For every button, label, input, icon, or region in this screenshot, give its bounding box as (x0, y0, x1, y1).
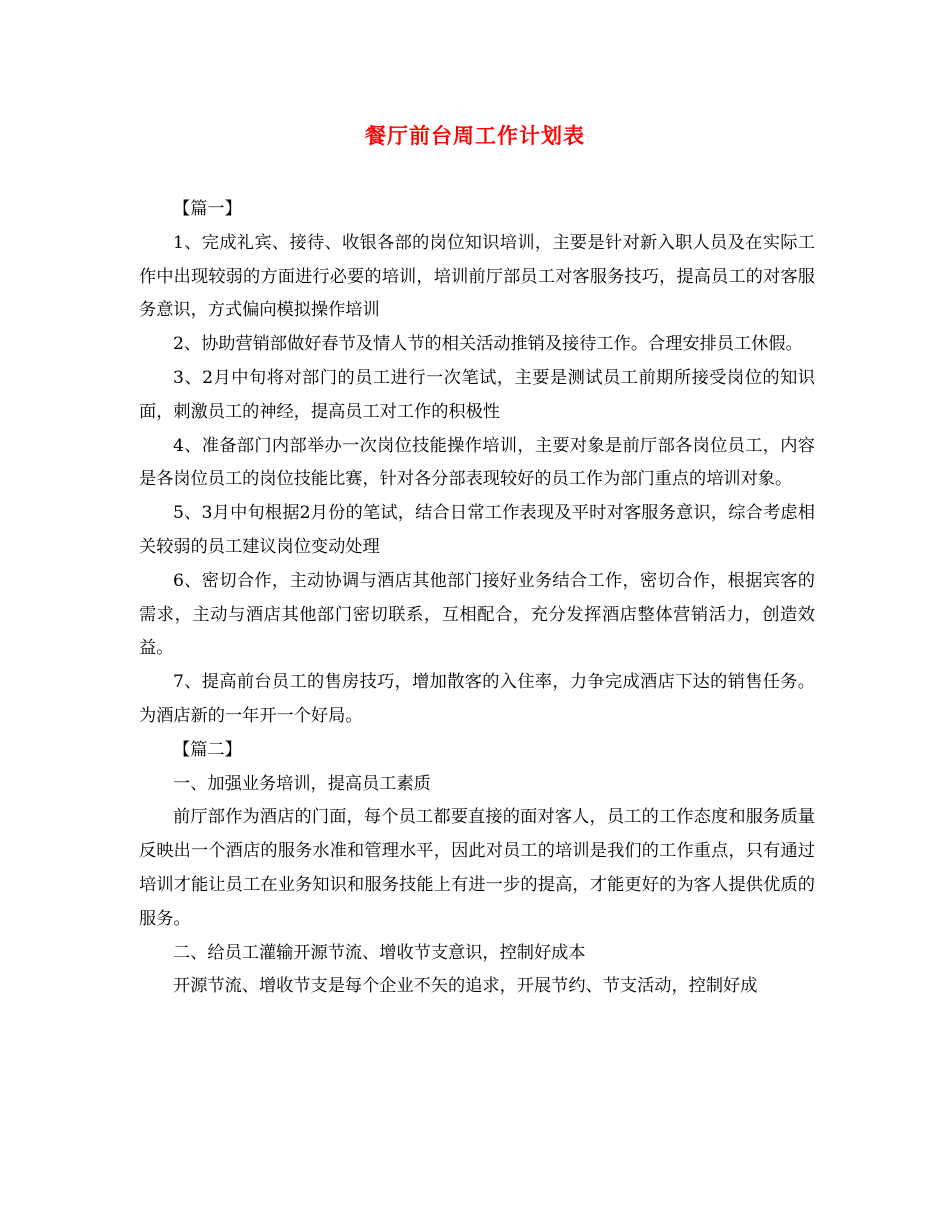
paragraph: 5、3月中旬根据2月份的笔试，结合日常工作表现及平时对客服务意识，综合考虑相关较弱的员工建议岗位变动处理 (139, 503, 815, 557)
paragraph: 6、密切合作，主动协调与酒店其他部门接好业务结合工作，密切合作，根据宾客的需求，主动与酒店其他部门密切联系，互相配合，充分发挥酒店整体营销活力，创造效益。 (139, 570, 815, 659)
section-heading-2: 【篇二】 (173, 739, 242, 760)
paragraph: 2、协助营销部做好春节及情人节的相关活动推销及接待工作。合理安排员工休假。 (173, 334, 803, 355)
paragraph: 开源节流、增收节支是每个企业不矢的追求，开展节约、节支活动，控制好成 (173, 976, 758, 997)
document-title: 餐厅前台周工作计划表 (365, 123, 585, 148)
paragraph: 二、给员工灌输开源节流、增收节支意识，控制好成本 (173, 942, 586, 963)
section-heading-1: 【篇一】 (173, 199, 242, 219)
paragraph: 7、提高前台员工的售房技巧，增加散客的入住率，力争完成酒店下达的销售任务。为酒店新的一年开一个好局。 (139, 672, 815, 726)
paragraph: 前厅部作为酒店的门面，每个员工都要直接的面对客人，员工的工作态度和服务质量反映出一个酒店的服务水准和管理水平，因此对员工的培训是我们的工作重点，只有通过培训才能让员工在业务知识和服务技能上有进一步的提高，才能更好的为客人提供优质的服务。 (139, 807, 815, 929)
document-body (139, 193, 815, 1004)
paragraph: 4、准备部门内部举办一次岗位技能操作培训，主要对象是前厅部各岗位员工，内容是各岗位员工的岗位技能比赛，针对各分部表现较好的员工作为部门重点的培训对象。 (139, 435, 815, 490)
paragraph: 一、加强业务培训，提高员工素质 (173, 773, 431, 794)
paragraph: 3、2月中旬将对部门的员工进行一次笔试，主要是测试员工前期所接受岗位的知识面，刺激员工的神经，提高员工对工作的积极性 (139, 367, 815, 422)
paragraph: 1、完成礼宾、接待、收银各部的岗位知识培训，主要是针对新入职人员及在实际工作中出现较弱的方面进行必要的培训，培训前厅部员工对客服务技巧，提高员工的对客服务意识，方式偏向模拟操作培训 (139, 232, 815, 321)
